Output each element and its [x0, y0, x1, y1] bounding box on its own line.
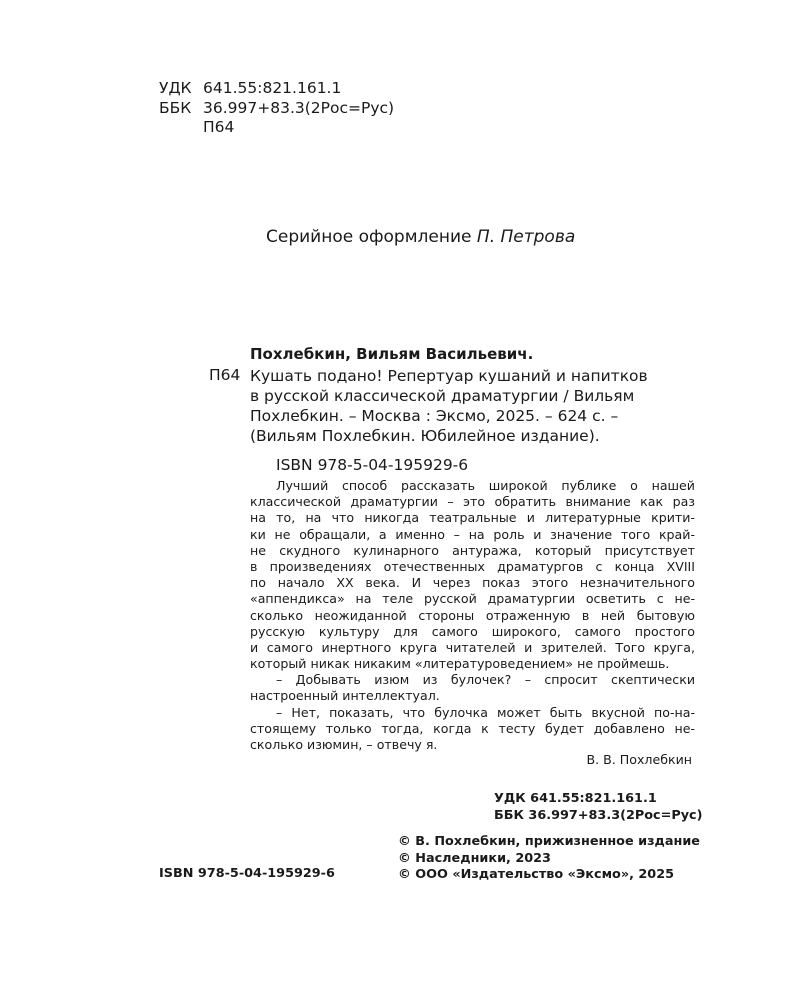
annotation-line: русскую культуру для самого широкого, самого простого: [250, 623, 695, 639]
udk-value: 641.55:821.161.1: [203, 79, 342, 97]
record-cutter: П64: [209, 366, 241, 384]
annotation-line: по начало XX века. И через показ этого незначительного: [250, 575, 695, 591]
annotation: [250, 478, 695, 753]
bottom-bbk: ББК 36.997+83.3(2Рос=Рус): [494, 808, 703, 823]
annotation-line: – Нет, показать, что булочка может быть вкусной по-на-: [276, 704, 695, 720]
udk-row: [159, 79, 394, 99]
record-line: Похлебкин. – Москва : Эксмо, 2025. – 624 с. –: [250, 407, 619, 425]
annotation-line: сколько изюмин, – отвечу я.: [250, 737, 438, 752]
annotation-line: «аппендикса» на теле русской драматургии осветить с не-: [250, 591, 695, 607]
annotation-line: который никак никаким «литературоведением» не проймешь.: [250, 656, 670, 672]
classification-block: [159, 79, 394, 138]
annotation-signature: В. В. Похлебкин: [586, 752, 692, 767]
record-line: в русской классической драматургии / Вильям: [250, 387, 635, 405]
series-design-credit: [266, 227, 575, 247]
record-line: (Вильям Похлебкин. Юбилейное издание).: [250, 427, 600, 445]
cutter-code: П64: [203, 118, 235, 136]
bottom-udk: УДК 641.55:821.161.1: [494, 791, 657, 806]
bbk-value: 36.997+83.3(2Рос=Рус): [203, 98, 395, 117]
annotation-line: классической драматургии – это обратить внимание как раз: [250, 494, 695, 510]
annotation-line: в произведениях отечественных драматургов с конца XVIII: [250, 558, 695, 574]
record-line: Кушать подано! Репертуар кушаний и напитков: [250, 367, 648, 385]
annotation-line: – Добывать изюм из булочек? – спросит скептически: [276, 672, 695, 688]
annotation-line: настроенный интеллектуал.: [250, 688, 440, 704]
bottom-codes: [494, 790, 703, 824]
copyright-line: © ООО «Издательство «Эксмо», 2025: [398, 867, 675, 882]
bottom-isbn: ISBN 978-5-04-195929-6: [159, 866, 335, 881]
copyright-line: © В. Похлебкин, прижизненное издание: [398, 834, 700, 849]
bbk-label: ББК: [159, 98, 192, 117]
annotation-line: и самого инертного круга читателей и зрителей. Того круга,: [250, 639, 695, 655]
series-design-prefix: Серийное оформление: [266, 227, 472, 247]
record-description: [250, 366, 700, 446]
cutter-row: [159, 118, 394, 138]
annotation-line: ки не обращали, а именно – на роль и значение того край-: [250, 526, 695, 542]
copyright-line: © Наследники, 2023: [398, 850, 551, 866]
record-isbn: ISBN 978-5-04-195929-6: [276, 456, 469, 474]
annotation-line: стоящему только тогда, когда к тесту будет добавлено не-: [250, 720, 695, 736]
annotation-line: сколько неожиданной стороны отраженную в ней бытовую: [250, 607, 695, 623]
annotation-line: Лучший способ рассказать широкой публике о нашей: [276, 478, 695, 493]
annotation-line: не скудного кулинарного антуража, который присутствует: [250, 542, 695, 558]
udk-label: УДК: [159, 79, 192, 97]
copyright-block: [398, 834, 700, 884]
record-author: Похлебкин, Вильям Васильевич.: [250, 345, 534, 363]
series-designer-name: П. Петрова: [476, 227, 576, 247]
bbk-row: [159, 99, 394, 119]
annotation-line: на то, на что никогда театральные и литературные крити-: [250, 510, 695, 526]
